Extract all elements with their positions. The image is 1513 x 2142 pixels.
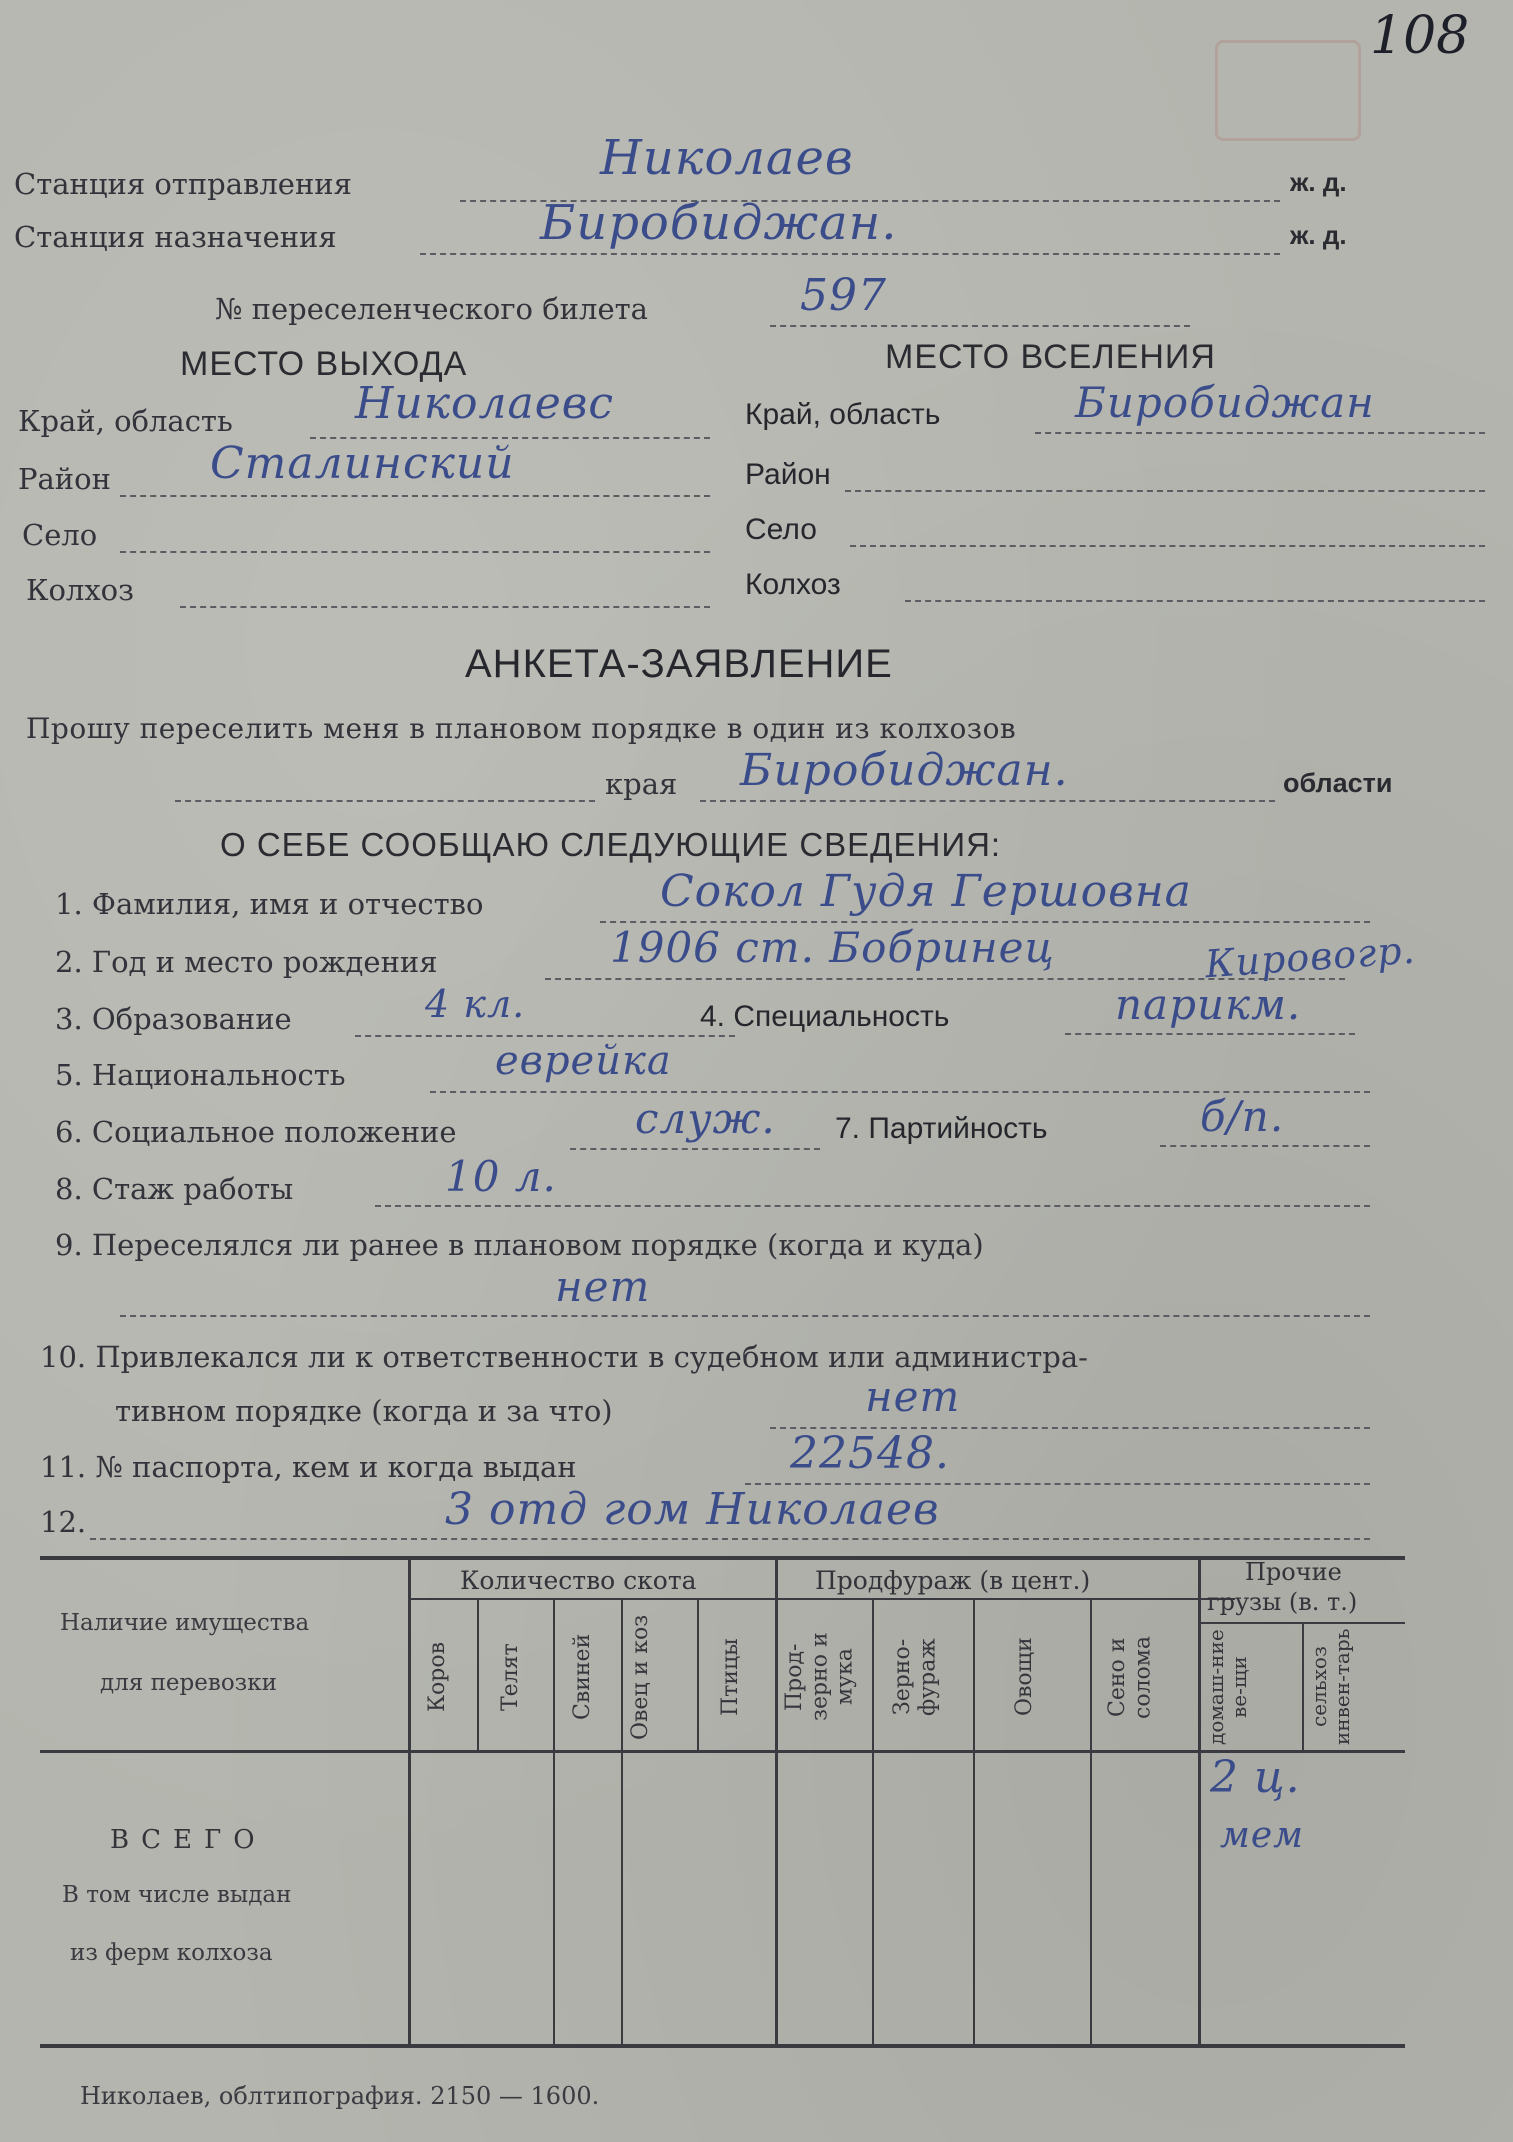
settle-village-label: Село [745,513,817,546]
col-divider-8 [1090,1600,1092,2045]
col-divider-3 [621,1600,623,2045]
settle-kolkhoz-line [905,600,1485,602]
item-12-line [90,1538,1370,1540]
request-line: Прошу переселить меня в плановом порядке в один из колхозов [26,712,1017,745]
row-header-line1: Наличие имущества [60,1610,310,1636]
col-divider-5 [775,1560,778,2045]
destination-suffix: ж. д. [1290,220,1347,250]
item-5-value: еврейка [495,1038,672,1084]
item-12-label: 12. [40,1505,87,1539]
col-pigs: Свиней [570,1633,595,1721]
item-10-value: нет [865,1372,961,1421]
item-9-label: 9. Переселялся ли ранее в плановом порядке (когда и куда) [55,1228,984,1262]
col-birds: Птицы [718,1638,743,1716]
group-header-rule [410,1598,1235,1600]
about-title: О СЕБЕ СООБЩАЮ СЛЕДУЮЩИЕ СВЕДЕНИЯ: [220,826,1002,863]
col-divider-10 [1302,1624,1304,1750]
ticket-line [770,325,1190,327]
group-other-line1: Прочие [1245,1558,1342,1586]
request-oblast: области [1283,768,1393,798]
col-divider-6 [872,1600,874,2045]
settle-district-line [845,490,1485,492]
exit-district-line [120,495,710,497]
item-9-line [120,1315,1370,1317]
settle-district-label: Район [745,458,831,491]
item-4-label: 4. Специальность [700,1000,950,1033]
col-divider-9 [1198,1560,1201,2045]
item-9-value: нет [555,1262,651,1311]
item-4-value: парикм. [1115,980,1302,1029]
col-divider-4 [697,1600,699,1750]
item-1-value: Сокол Гудя Гершовна [660,866,1192,917]
request-krai: края [605,767,678,801]
exit-place-title: МЕСТО ВЫХОДА [180,345,468,383]
item-7-line [1160,1145,1370,1147]
form-title: АНКЕТА-ЗАЯВЛЕНИЕ [465,642,893,686]
col-household: домаш-ние ве-щи [1204,1629,1251,1745]
footer-imprint: Николаев, облтипография. 2150 — 1600. [80,2082,600,2110]
exit-kolkhoz-line [180,606,710,608]
settle-region-label: Край, область [745,398,941,431]
household-value: 2 ц. [1210,1752,1301,1803]
item-8-label: 8. Стаж работы [55,1172,294,1206]
row-header-line2: для перевозки [100,1670,277,1696]
item-3-value: 4 кл. [425,982,526,1026]
item-8-value: 10 л. [445,1152,557,1201]
departure-value: Николаев [600,130,854,186]
exit-region-value: Николаевс [355,378,615,429]
col-farm: сельхоз инвен-тарь [1307,1628,1354,1746]
item-5-label: 5. Национальность [55,1058,346,1092]
group-fodder: Продфураж (в цент.) [815,1566,1091,1595]
item-7-value: б/п. [1200,1092,1285,1141]
item-3-line [355,1035,735,1037]
col-divider-1 [477,1600,479,1750]
item-12-value: 3 отд гом Николаев [445,1484,940,1535]
departure-suffix: ж. д. [1290,167,1347,197]
issued-line1: В том числе выдан [62,1882,292,1908]
col-vegetables: Овощи [1012,1637,1037,1717]
col-divider-7 [973,1600,975,2045]
item-1-label: 1. Фамилия, имя и отчество [55,887,484,921]
request-blank-line [175,800,595,802]
exit-district-label: Район [18,462,111,496]
exit-region-label: Край, область [18,404,233,438]
item-3-label: 3. Образование [55,1002,292,1036]
item-2-value-region: Кировогр. [1203,927,1417,987]
issued-line2: из ферм колхоза [70,1940,273,1966]
destination-value: Биробиджан. [540,195,898,251]
settle-kolkhoz-label: Колхоз [745,568,841,601]
exit-kolkhoz-label: Колхоз [26,573,134,607]
departure-label: Станция отправления [14,167,352,201]
request-region-value: Биробиджан. [740,745,1069,796]
item-8-line [375,1205,1370,1207]
col-divider-2 [553,1600,555,2045]
item-6-value: служ. [635,1094,776,1143]
settle-place-title: МЕСТО ВСЕЛЕНИЯ [885,338,1216,376]
item-2-value: 1906 ст. Бобринец [610,923,1055,972]
item-6-line [570,1148,820,1150]
item-10-label-line2: тивном порядке (когда и за что) [115,1394,613,1428]
exit-village-label: Село [22,518,98,552]
group-other-line2: грузы (в. т.) [1207,1588,1358,1616]
page-number: 108 [1370,6,1470,66]
settle-village-line [850,545,1485,547]
col-divider-0 [408,1560,411,2045]
item-10-label-line1: 10. Привлекался ли к ответственности в судебном или администра- [40,1340,1088,1374]
col-grain: Прод-зерно и мука [782,1632,858,1722]
household-value-2: мем [1220,1815,1304,1856]
item-11-label: 11. № паспорта, кем и когда выдан [40,1450,577,1484]
ticket-value: 597 [800,270,887,321]
group-livestock: Количество скота [460,1566,697,1595]
col-hay: Сено и солома [1105,1635,1156,1719]
exit-district-value: Сталинский [210,438,515,489]
col-sheep: Овец и коз [628,1614,653,1740]
request-region-line [700,800,1275,802]
total-label: ВСЕГО [110,1825,267,1855]
exit-village-line [120,551,710,553]
item-2-label: 2. Год и место рождения [55,945,438,979]
col-cows: Коров [425,1642,450,1712]
item-7-label: 7. Партийность [835,1112,1048,1145]
faded-stamp [1215,40,1361,141]
destination-line [420,253,1280,255]
item-11-value: 22548. [790,1428,950,1479]
item-6-label: 6. Социальное положение [55,1115,457,1149]
col-calves: Телят [498,1643,523,1711]
col-feedgrain: Зерно-фураж [890,1638,941,1716]
settle-region-line [1035,432,1485,434]
settle-region-value: Биробиджан [1075,378,1375,427]
ticket-label: № переселенческого билета [215,292,648,326]
item-4-line [1065,1033,1355,1035]
destination-label: Станция назначения [14,220,337,254]
